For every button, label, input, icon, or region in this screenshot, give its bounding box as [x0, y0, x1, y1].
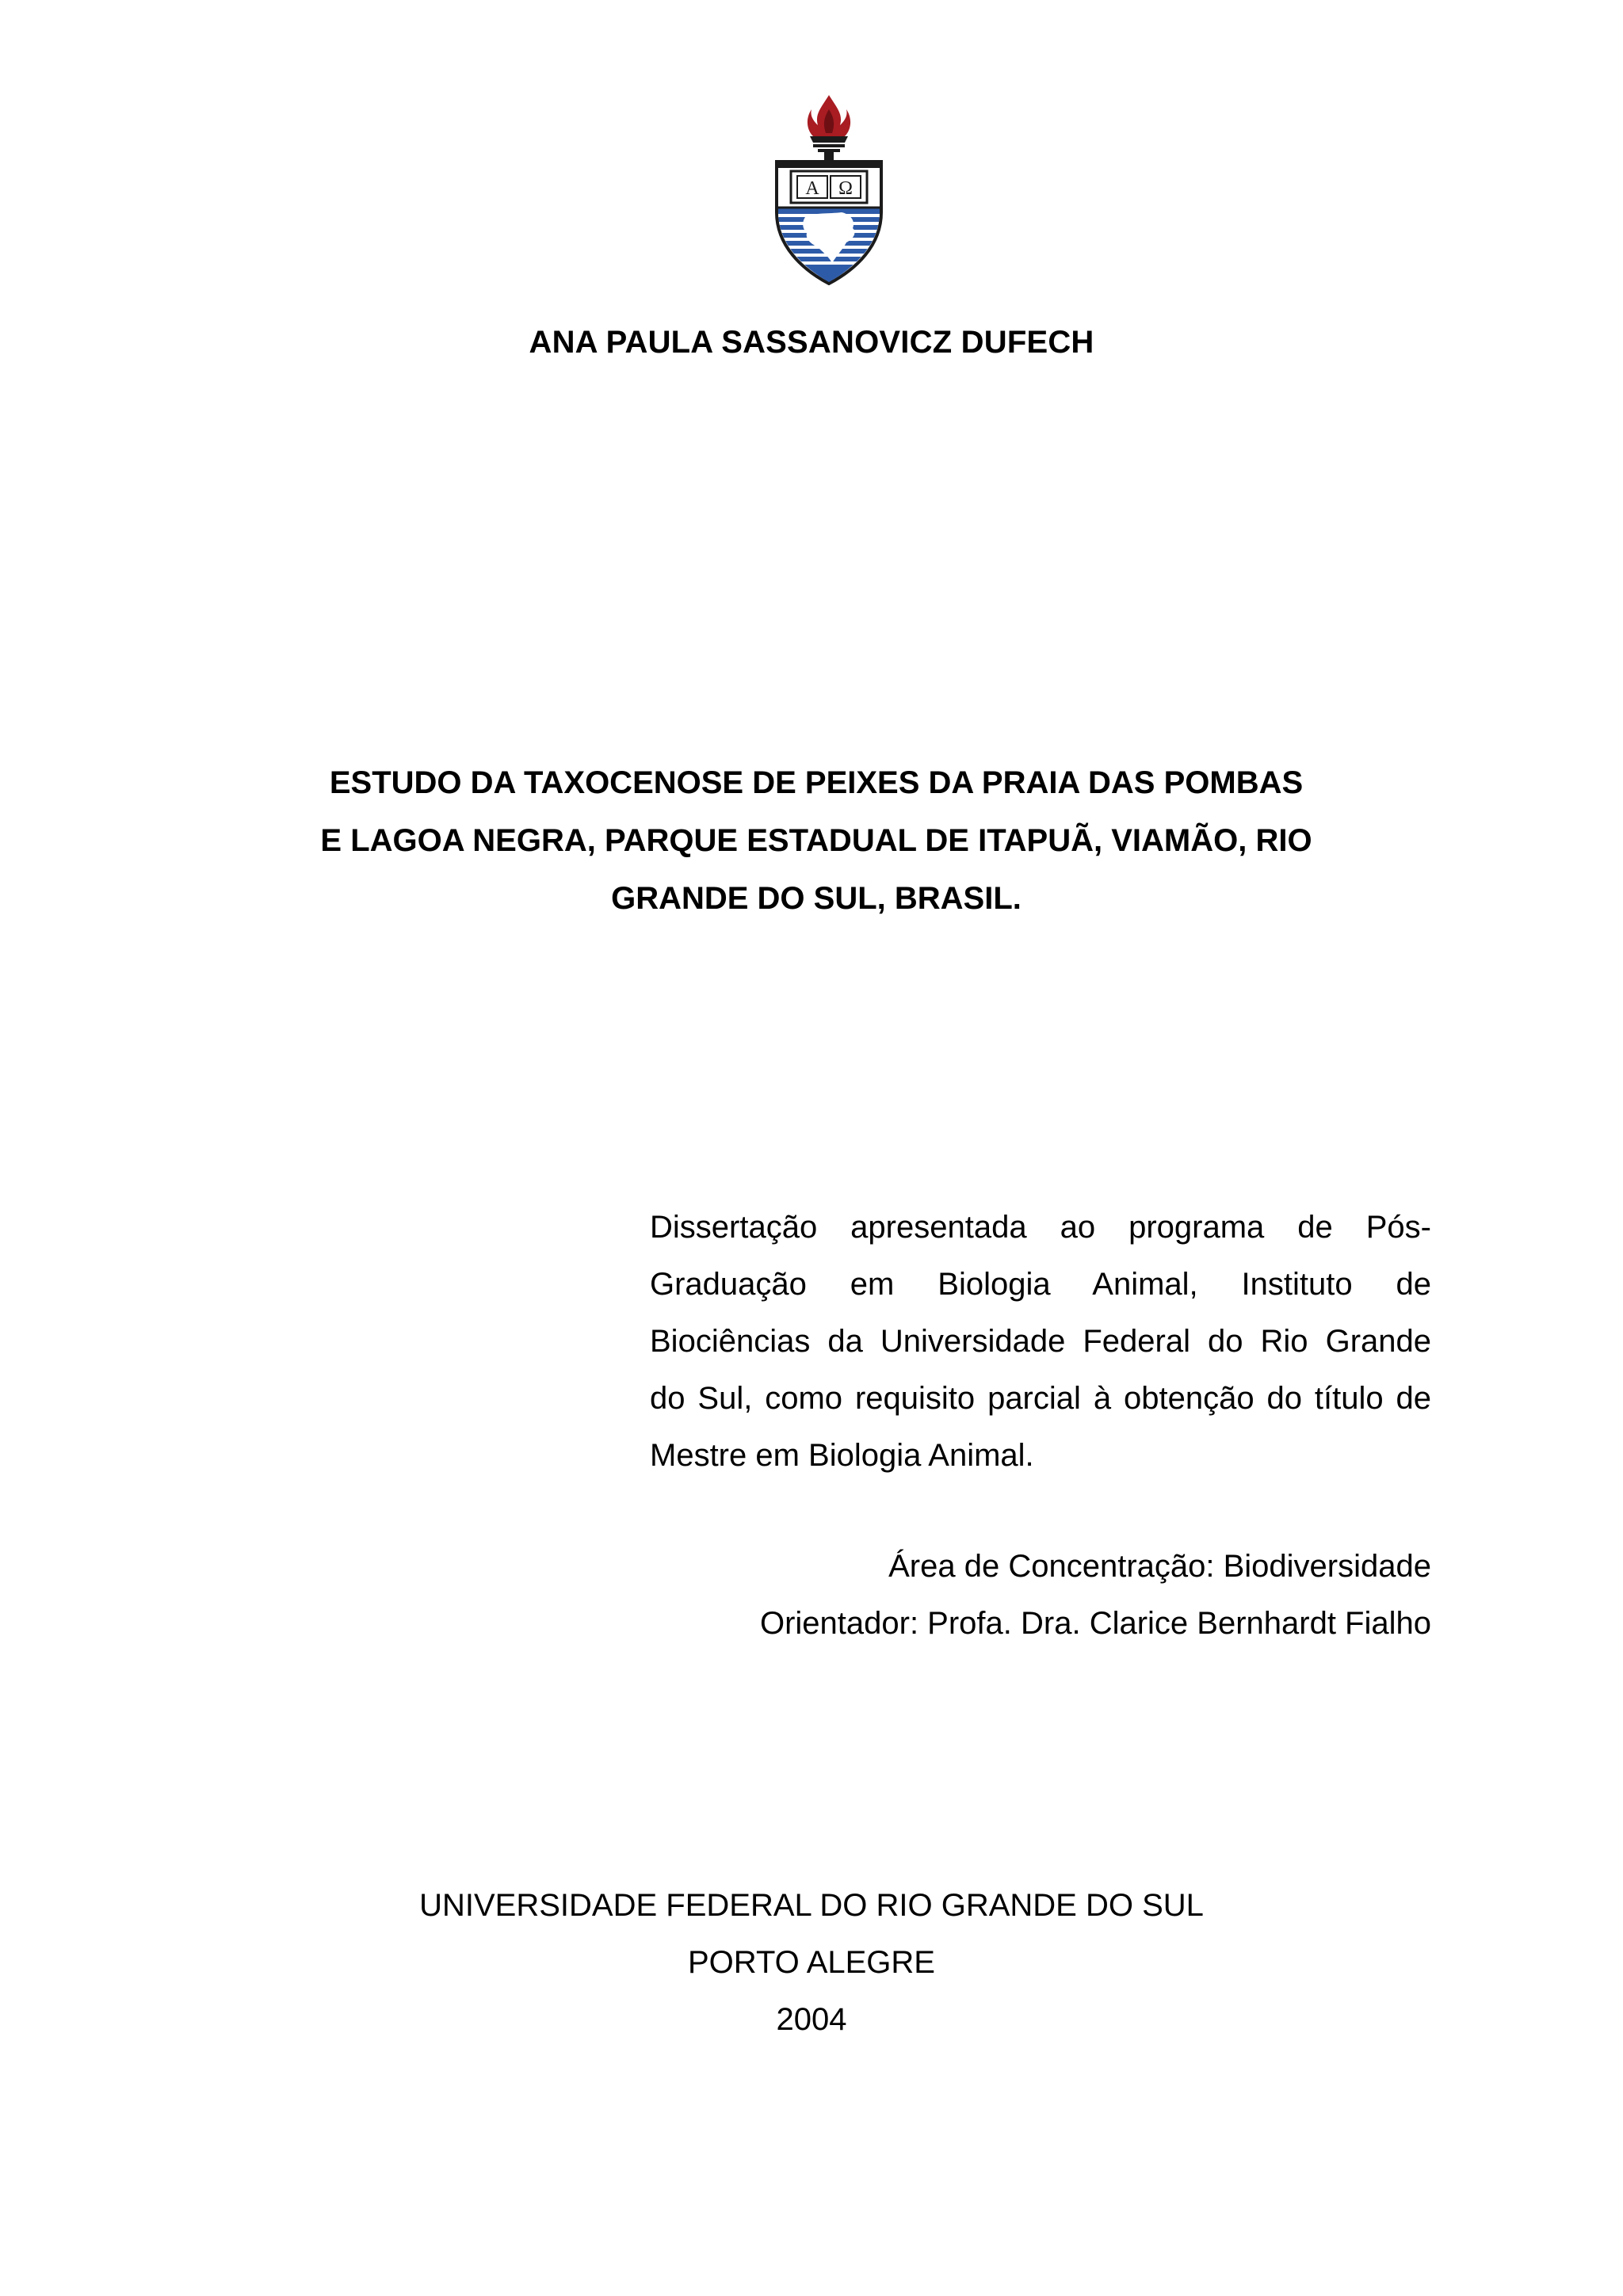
- advisor: Orientador: Profa. Dra. Clarice Bernhardt Fialho: [759, 1606, 1431, 1641]
- year: 2004: [776, 2002, 847, 2037]
- dissertation-statement: [650, 1199, 1431, 1484]
- concentration-area: Área de Concentração: Biodiversidade: [888, 1549, 1431, 1584]
- university-crest-icon: [773, 93, 884, 285]
- institution-footer: [0, 1877, 1623, 2048]
- title-line: GRANDE DO SUL, BRASIL.: [611, 881, 1022, 916]
- author-name: ANA PAULA SASSANOVICZ DUFECH: [529, 325, 1094, 360]
- statement-line: Dissertação apresentada ao programa de Pós-: [650, 1210, 1431, 1245]
- institution-name: UNIVERSIDADE FEDERAL DO RIO GRANDE DO SUL: [419, 1888, 1204, 1923]
- dissertation-meta: [760, 1538, 1431, 1652]
- title-line: E LAGOA NEGRA, PARQUE ESTADUAL DE ITAPUÃ, VIAMÃO, RIO: [320, 823, 1312, 858]
- statement-line: Biociências da Universidade Federal do Rio Grande: [650, 1324, 1431, 1359]
- statement-line: do Sul, como requisito parcial à obtenção do título de: [650, 1381, 1431, 1416]
- statement-line: Graduação em Biologia Animal, Instituto de: [650, 1267, 1431, 1302]
- city: PORTO ALEGRE: [688, 1945, 935, 1980]
- dissertation-title: [285, 754, 1347, 928]
- book-left-letter: A: [805, 178, 819, 199]
- title-line: ESTUDO DA TAXOCENOSE DE PEIXES DA PRAIA DAS POMBAS: [329, 765, 1304, 800]
- statement-line: Mestre em Biologia Animal.: [650, 1438, 1034, 1473]
- book-right-letter: Ω: [838, 178, 853, 199]
